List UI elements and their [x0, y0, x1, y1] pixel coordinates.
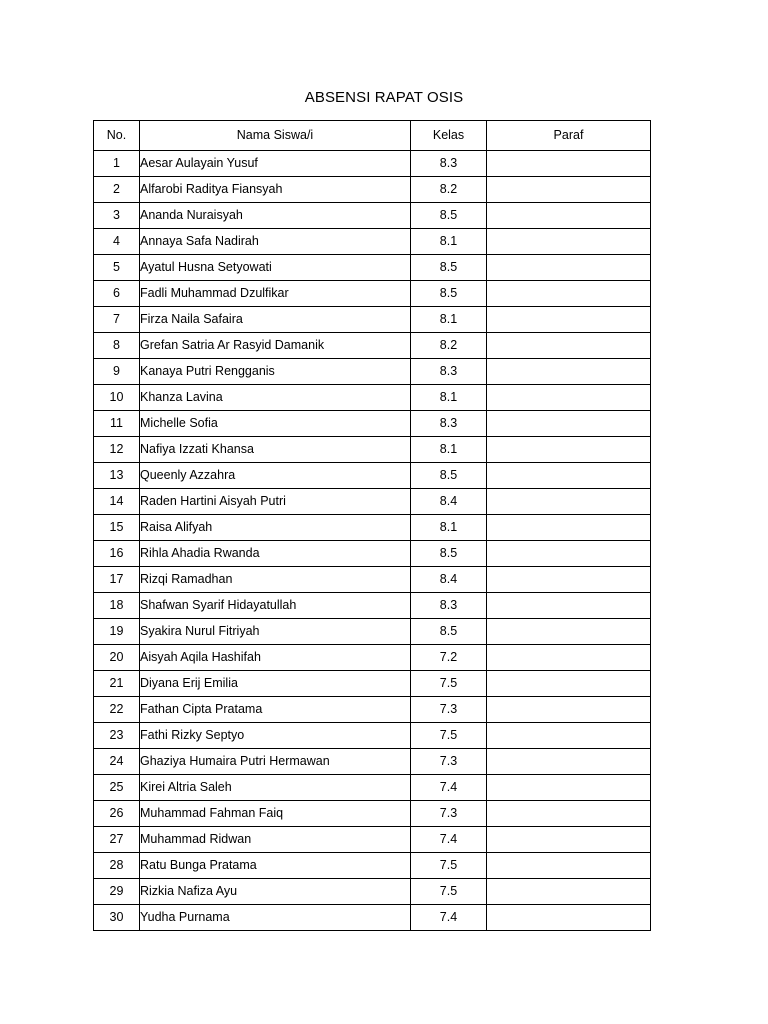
row-number: 29 — [94, 879, 140, 905]
table-row — [94, 255, 651, 281]
signature-cell[interactable] — [487, 307, 651, 333]
student-name: Raden Hartini Aisyah Putri — [140, 489, 411, 515]
table-row — [94, 853, 651, 879]
row-number: 7 — [94, 307, 140, 333]
student-name: Rihla Ahadia Rwanda — [140, 541, 411, 567]
row-number: 5 — [94, 255, 140, 281]
signature-cell[interactable] — [487, 489, 651, 515]
signature-cell[interactable] — [487, 671, 651, 697]
table-row — [94, 697, 651, 723]
table-row — [94, 281, 651, 307]
student-class: 7.3 — [411, 801, 487, 827]
student-name: Alfarobi Raditya Fiansyah — [140, 177, 411, 203]
student-name: Khanza Lavina — [140, 385, 411, 411]
table-row — [94, 879, 651, 905]
student-class: 8.3 — [411, 151, 487, 177]
table-row — [94, 619, 651, 645]
row-number: 9 — [94, 359, 140, 385]
row-number: 4 — [94, 229, 140, 255]
student-class: 7.4 — [411, 775, 487, 801]
row-number: 28 — [94, 853, 140, 879]
signature-cell[interactable] — [487, 749, 651, 775]
signature-cell[interactable] — [487, 281, 651, 307]
table-row — [94, 723, 651, 749]
student-name: Aisyah Aqila Hashifah — [140, 645, 411, 671]
student-class: 8.4 — [411, 489, 487, 515]
student-class: 7.5 — [411, 879, 487, 905]
row-number: 10 — [94, 385, 140, 411]
table-row — [94, 541, 651, 567]
table-row — [94, 307, 651, 333]
student-name: Grefan Satria Ar Rasyid Damanik — [140, 333, 411, 359]
table-row — [94, 229, 651, 255]
student-name: Shafwan Syarif Hidayatullah — [140, 593, 411, 619]
student-class: 8.1 — [411, 307, 487, 333]
student-name: Rizqi Ramadhan — [140, 567, 411, 593]
row-number: 1 — [94, 151, 140, 177]
student-class: 7.4 — [411, 905, 487, 931]
document-title: ABSENSI RAPAT OSIS — [304, 89, 464, 106]
student-name: Yudha Purnama — [140, 905, 411, 931]
signature-cell[interactable] — [487, 879, 651, 905]
signature-cell[interactable] — [487, 255, 651, 281]
row-number: 22 — [94, 697, 140, 723]
row-number: 13 — [94, 463, 140, 489]
student-name: Ghaziya Humaira Putri Hermawan — [140, 749, 411, 775]
signature-cell[interactable] — [487, 463, 651, 489]
signature-cell[interactable] — [487, 411, 651, 437]
signature-cell[interactable] — [487, 385, 651, 411]
row-number: 15 — [94, 515, 140, 541]
signature-cell[interactable] — [487, 697, 651, 723]
row-number: 16 — [94, 541, 140, 567]
student-name: Kirei Altria Saleh — [140, 775, 411, 801]
table-row — [94, 203, 651, 229]
header-no: No. — [94, 121, 140, 151]
student-name: Ratu Bunga Pratama — [140, 853, 411, 879]
table-row — [94, 905, 651, 931]
signature-cell[interactable] — [487, 229, 651, 255]
student-class: 8.5 — [411, 255, 487, 281]
student-name: Syakira Nurul Fitriyah — [140, 619, 411, 645]
header-row — [94, 121, 651, 151]
signature-cell[interactable] — [487, 177, 651, 203]
student-class: 8.2 — [411, 333, 487, 359]
signature-cell[interactable] — [487, 359, 651, 385]
student-name: Ananda Nuraisyah — [140, 203, 411, 229]
row-number: 26 — [94, 801, 140, 827]
student-name: Fathi Rizky Septyo — [140, 723, 411, 749]
table-row — [94, 801, 651, 827]
table-row — [94, 567, 651, 593]
student-class: 8.5 — [411, 203, 487, 229]
table-row — [94, 359, 651, 385]
table-row — [94, 177, 651, 203]
signature-cell[interactable] — [487, 203, 651, 229]
row-number: 20 — [94, 645, 140, 671]
student-name: Queenly Azzahra — [140, 463, 411, 489]
student-class: 7.5 — [411, 853, 487, 879]
table-row — [94, 645, 651, 671]
row-number: 2 — [94, 177, 140, 203]
row-number: 11 — [94, 411, 140, 437]
signature-cell[interactable] — [487, 437, 651, 463]
student-class: 8.4 — [411, 567, 487, 593]
table-row — [94, 775, 651, 801]
row-number: 21 — [94, 671, 140, 697]
student-name: Annaya Safa Nadirah — [140, 229, 411, 255]
row-number: 23 — [94, 723, 140, 749]
student-name: Rizkia Nafiza Ayu — [140, 879, 411, 905]
header-paraf: Paraf — [487, 121, 651, 151]
student-class: 8.5 — [411, 619, 487, 645]
row-number: 27 — [94, 827, 140, 853]
student-name: Firza Naila Safaira — [140, 307, 411, 333]
student-class: 8.1 — [411, 229, 487, 255]
row-number: 24 — [94, 749, 140, 775]
student-class: 8.1 — [411, 515, 487, 541]
table-row — [94, 151, 651, 177]
student-class: 7.5 — [411, 723, 487, 749]
signature-cell[interactable] — [487, 801, 651, 827]
signature-cell[interactable] — [487, 905, 651, 931]
signature-cell[interactable] — [487, 515, 651, 541]
student-class: 8.3 — [411, 411, 487, 437]
student-class: 8.5 — [411, 541, 487, 567]
student-name: Muhammad Ridwan — [140, 827, 411, 853]
student-name: Kanaya Putri Rengganis — [140, 359, 411, 385]
student-name: Michelle Sofia — [140, 411, 411, 437]
signature-cell[interactable] — [487, 567, 651, 593]
table-row — [94, 489, 651, 515]
signature-cell[interactable] — [487, 619, 651, 645]
row-number: 3 — [94, 203, 140, 229]
student-name: Fathan Cipta Pratama — [140, 697, 411, 723]
signature-cell[interactable] — [487, 827, 651, 853]
student-name: Nafiya Izzati Khansa — [140, 437, 411, 463]
student-name: Muhammad Fahman Faiq — [140, 801, 411, 827]
signature-cell[interactable] — [487, 593, 651, 619]
student-name: Fadli Muhammad Dzulfikar — [140, 281, 411, 307]
row-number: 19 — [94, 619, 140, 645]
signature-cell[interactable] — [487, 775, 651, 801]
student-class: 8.3 — [411, 359, 487, 385]
table-row — [94, 463, 651, 489]
student-name: Raisa Alifyah — [140, 515, 411, 541]
signature-cell[interactable] — [487, 645, 651, 671]
table-row — [94, 749, 651, 775]
table-row — [94, 411, 651, 437]
student-class: 8.3 — [411, 593, 487, 619]
student-class: 8.1 — [411, 385, 487, 411]
signature-cell[interactable] — [487, 541, 651, 567]
attendance-table — [93, 120, 651, 931]
student-class: 7.4 — [411, 827, 487, 853]
student-class: 7.3 — [411, 697, 487, 723]
student-name: Diyana Erij Emilia — [140, 671, 411, 697]
student-class: 7.3 — [411, 749, 487, 775]
row-number: 14 — [94, 489, 140, 515]
student-name: Aesar Aulayain Yusuf — [140, 151, 411, 177]
signature-cell[interactable] — [487, 853, 651, 879]
table-row — [94, 385, 651, 411]
student-class: 7.5 — [411, 671, 487, 697]
table-row — [94, 333, 651, 359]
row-number: 30 — [94, 905, 140, 931]
table-row — [94, 671, 651, 697]
signature-cell[interactable] — [487, 333, 651, 359]
row-number: 6 — [94, 281, 140, 307]
signature-cell[interactable] — [487, 151, 651, 177]
header-kelas: Kelas — [411, 121, 487, 151]
row-number: 25 — [94, 775, 140, 801]
student-name: Ayatul Husna Setyowati — [140, 255, 411, 281]
table-header — [94, 121, 651, 151]
table-row — [94, 515, 651, 541]
student-class: 8.5 — [411, 281, 487, 307]
table-body — [94, 151, 651, 931]
row-number: 18 — [94, 593, 140, 619]
table-row — [94, 827, 651, 853]
student-class: 8.1 — [411, 437, 487, 463]
table-row — [94, 593, 651, 619]
signature-cell[interactable] — [487, 723, 651, 749]
row-number: 17 — [94, 567, 140, 593]
student-class: 8.5 — [411, 463, 487, 489]
student-class: 7.2 — [411, 645, 487, 671]
student-class: 8.2 — [411, 177, 487, 203]
header-name: Nama Siswa/i — [140, 121, 411, 151]
row-number: 8 — [94, 333, 140, 359]
table-row — [94, 437, 651, 463]
row-number: 12 — [94, 437, 140, 463]
